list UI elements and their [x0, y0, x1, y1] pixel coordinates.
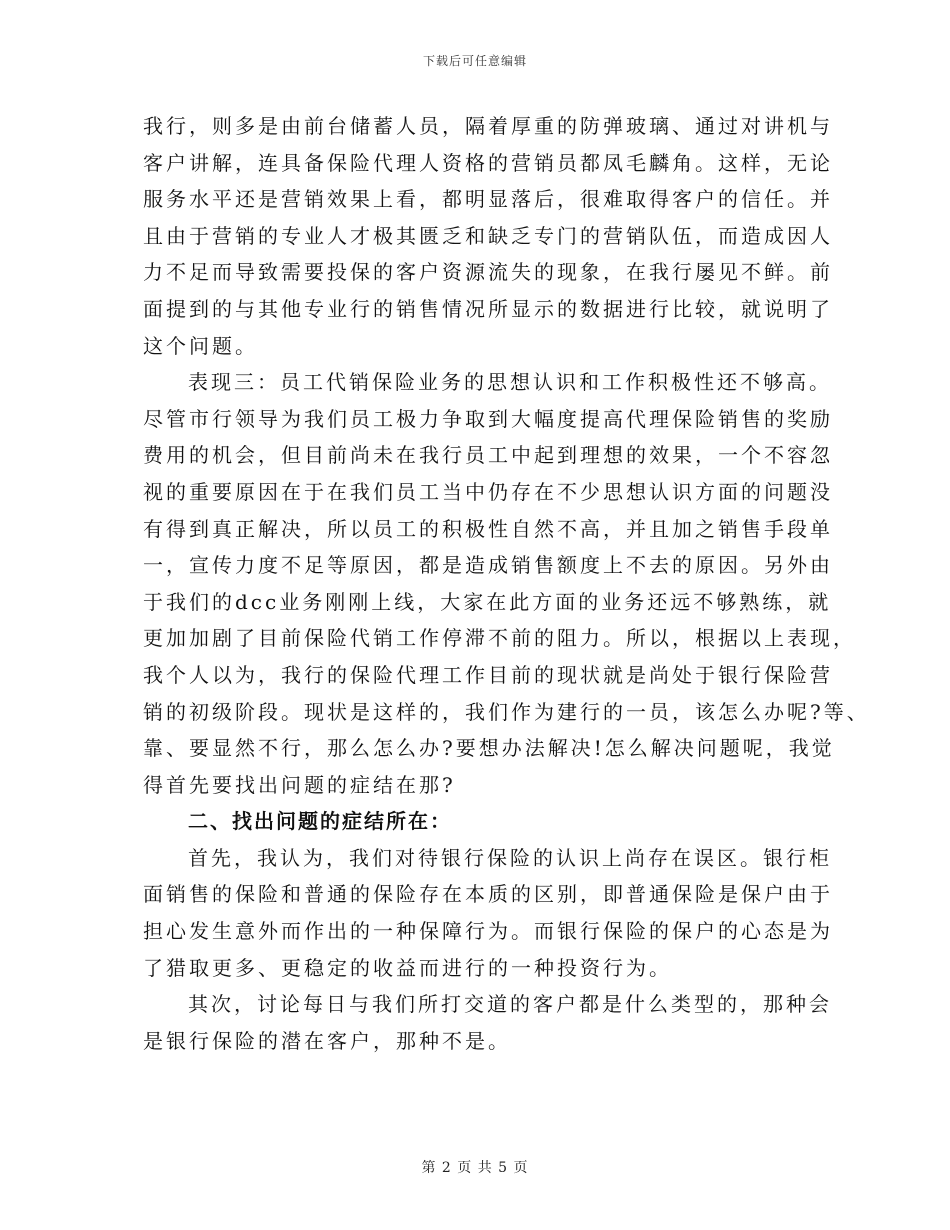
text-line: 我个人以为，我行的保险代理工作目前的现状就是尚处于银行保险营 [143, 662, 833, 687]
text-line: 这个问题。 [143, 333, 258, 358]
text-line: 面提到的与其他专业行的销售情况所显示的数据进行比较，就说明了 [143, 296, 833, 321]
text-line: 有得到真正解决，所以员工的积极性自然不高，并且加之销售手段单 [143, 516, 833, 541]
text-line: 得首先要找出问题的症结在那? [143, 772, 456, 797]
text-line: 担心发生意外而作出的一种保障行为。而银行保险的保户的心态是为 [143, 919, 833, 944]
text-line: 表现三：员工代销保险业务的思想认识和工作积极性还不够高。 [188, 370, 832, 395]
text-line: 是银行保险的潜在客户，那种不是。 [143, 1028, 511, 1053]
text-line: 客户讲解，连具备保险代理人资格的营销员都凤毛麟角。这样，无论 [143, 150, 833, 175]
text-line: 靠、要显然不行，那么怎么办?要想办法解决!怎么解决问题呢，我觉 [143, 736, 835, 761]
document-body [143, 108, 870, 1059]
text-line: 视的重要原因在于在我们员工当中仍存在不少思想认识方面的问题没 [143, 479, 833, 504]
text-line: 更加加剧了目前保险代销工作停滞不前的阻力。所以，根据以上表现， [143, 626, 856, 651]
text-line: 服务水平还是营销效果上看，都明显落后，很难取得客户的信任。并 [143, 187, 833, 212]
text-line: 尽管市行领导为我们员工极力争取到大幅度提高代理保险销售的奖励 [143, 406, 833, 431]
text-line: 一，宣传力度不足等原因，都是造成销售额度上不去的原因。另外由 [143, 553, 833, 578]
text-line: 且由于营销的专业人才极其匮乏和缺乏专门的营销队伍，而造成因人 [143, 223, 833, 248]
text-line: 销的初级阶段。现状是这样的，我们作为建行的一员，该怎么办呢?等、 [143, 699, 870, 724]
section-heading: 二、找出问题的症结所在： [188, 809, 452, 834]
text-line: 费用的机会，但目前尚未在我行员工中起到理想的效果，一个不容忽 [143, 443, 833, 468]
text-line: 力不足而导致需要投保的客户资源流失的现象，在我行屡见不鲜。前 [143, 260, 833, 285]
page-header: 下载后可任意编辑 [422, 54, 527, 68]
text-line: 面销售的保险和普通的保险存在本质的区别，即普通保险是保户由于 [143, 882, 833, 907]
text-line: 于我们的dcc业务刚刚上线，大家在此方面的业务还远不够熟练，就 [143, 589, 832, 614]
text-line: 首先，我认为，我们对待银行保险的认识上尚存在误区。银行柜 [188, 845, 832, 870]
text-line: 我行，则多是由前台储蓄人员，隔着厚重的防弹玻璃、通过对讲机与 [143, 114, 833, 138]
text-line: 了猎取更多、更稳定的收益而进行的一种投资行为。 [143, 955, 672, 980]
text-line: 其次，讨论每日与我们所打交道的客户都是什么类型的，那种会 [188, 992, 832, 1017]
page-number: 第 2 页 共 5 页 [421, 1160, 529, 1176]
